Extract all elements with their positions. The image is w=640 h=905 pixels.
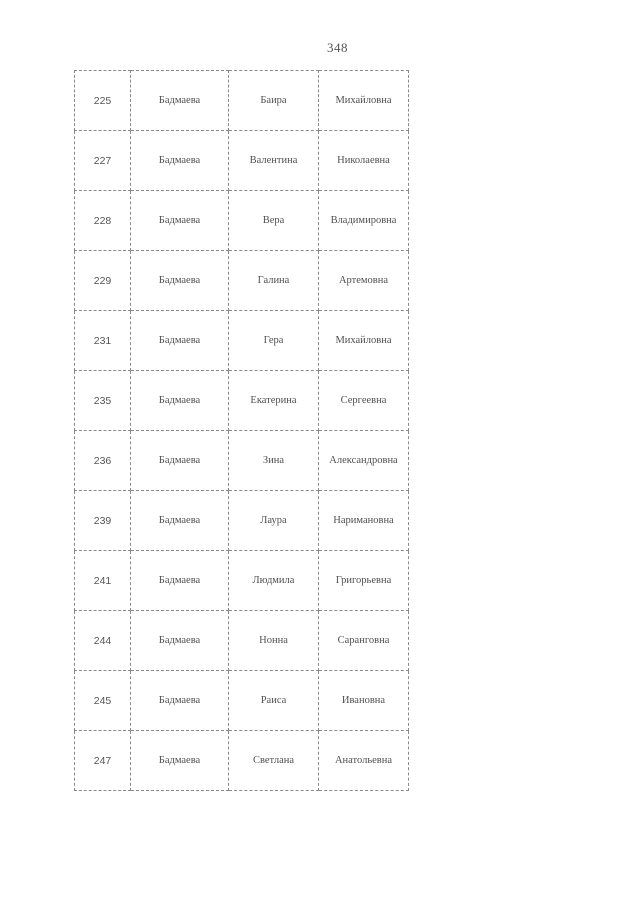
first-name-cell: Вера bbox=[229, 191, 319, 251]
surname-cell: Бадмаева bbox=[131, 491, 229, 551]
patronymic-cell: Саранговна bbox=[319, 611, 409, 671]
patronymic-cell: Григорьевна bbox=[319, 551, 409, 611]
table-row bbox=[75, 731, 409, 791]
record-number-cell: 241 bbox=[75, 551, 131, 611]
table-row bbox=[75, 251, 409, 311]
patronymic-cell: Михайловна bbox=[319, 71, 409, 131]
patronymic-cell: Николаевна bbox=[319, 131, 409, 191]
surname-cell: Бадмаева bbox=[131, 311, 229, 371]
surname-cell: Бадмаева bbox=[131, 71, 229, 131]
first-name-cell: Зина bbox=[229, 431, 319, 491]
patronymic-cell: Наримановна bbox=[319, 491, 409, 551]
record-number-cell: 227 bbox=[75, 131, 131, 191]
register-table-body bbox=[75, 71, 409, 791]
record-number-cell: 228 bbox=[75, 191, 131, 251]
first-name-cell: Нонна bbox=[229, 611, 319, 671]
first-name-cell: Екатерина bbox=[229, 371, 319, 431]
surname-cell: Бадмаева bbox=[131, 431, 229, 491]
record-number-cell: 244 bbox=[75, 611, 131, 671]
record-number-cell: 235 bbox=[75, 371, 131, 431]
surname-cell: Бадмаева bbox=[131, 671, 229, 731]
table-row bbox=[75, 671, 409, 731]
first-name-cell: Валентина bbox=[229, 131, 319, 191]
surname-cell: Бадмаева bbox=[131, 131, 229, 191]
patronymic-cell: Александровна bbox=[319, 431, 409, 491]
table-row bbox=[75, 131, 409, 191]
page-number: 348 bbox=[327, 40, 348, 55]
first-name-cell: Баира bbox=[229, 71, 319, 131]
record-number-cell: 239 bbox=[75, 491, 131, 551]
first-name-cell: Гера bbox=[229, 311, 319, 371]
patronymic-cell: Анатольевна bbox=[319, 731, 409, 791]
record-number-cell: 229 bbox=[75, 251, 131, 311]
table-row bbox=[75, 611, 409, 671]
surname-cell: Бадмаева bbox=[131, 611, 229, 671]
record-number-cell: 245 bbox=[75, 671, 131, 731]
surname-cell: Бадмаева bbox=[131, 371, 229, 431]
table-row bbox=[75, 551, 409, 611]
table-row bbox=[75, 71, 409, 131]
patronymic-cell: Владимировна bbox=[319, 191, 409, 251]
table-row bbox=[75, 191, 409, 251]
surname-cell: Бадмаева bbox=[131, 731, 229, 791]
record-number-cell: 236 bbox=[75, 431, 131, 491]
register-table bbox=[74, 70, 409, 791]
table-row bbox=[75, 371, 409, 431]
patronymic-cell: Ивановна bbox=[319, 671, 409, 731]
record-number-cell: 225 bbox=[75, 71, 131, 131]
first-name-cell: Людмила bbox=[229, 551, 319, 611]
surname-cell: Бадмаева bbox=[131, 191, 229, 251]
surname-cell: Бадмаева bbox=[131, 551, 229, 611]
patronymic-cell: Михайловна bbox=[319, 311, 409, 371]
first-name-cell: Галина bbox=[229, 251, 319, 311]
record-number-cell: 247 bbox=[75, 731, 131, 791]
first-name-cell: Лаура bbox=[229, 491, 319, 551]
patronymic-cell: Артемовна bbox=[319, 251, 409, 311]
table-row bbox=[75, 431, 409, 491]
first-name-cell: Светлана bbox=[229, 731, 319, 791]
first-name-cell: Раиса bbox=[229, 671, 319, 731]
table-row bbox=[75, 311, 409, 371]
patronymic-cell: Сергеевна bbox=[319, 371, 409, 431]
table-row bbox=[75, 491, 409, 551]
surname-cell: Бадмаева bbox=[131, 251, 229, 311]
record-number-cell: 231 bbox=[75, 311, 131, 371]
